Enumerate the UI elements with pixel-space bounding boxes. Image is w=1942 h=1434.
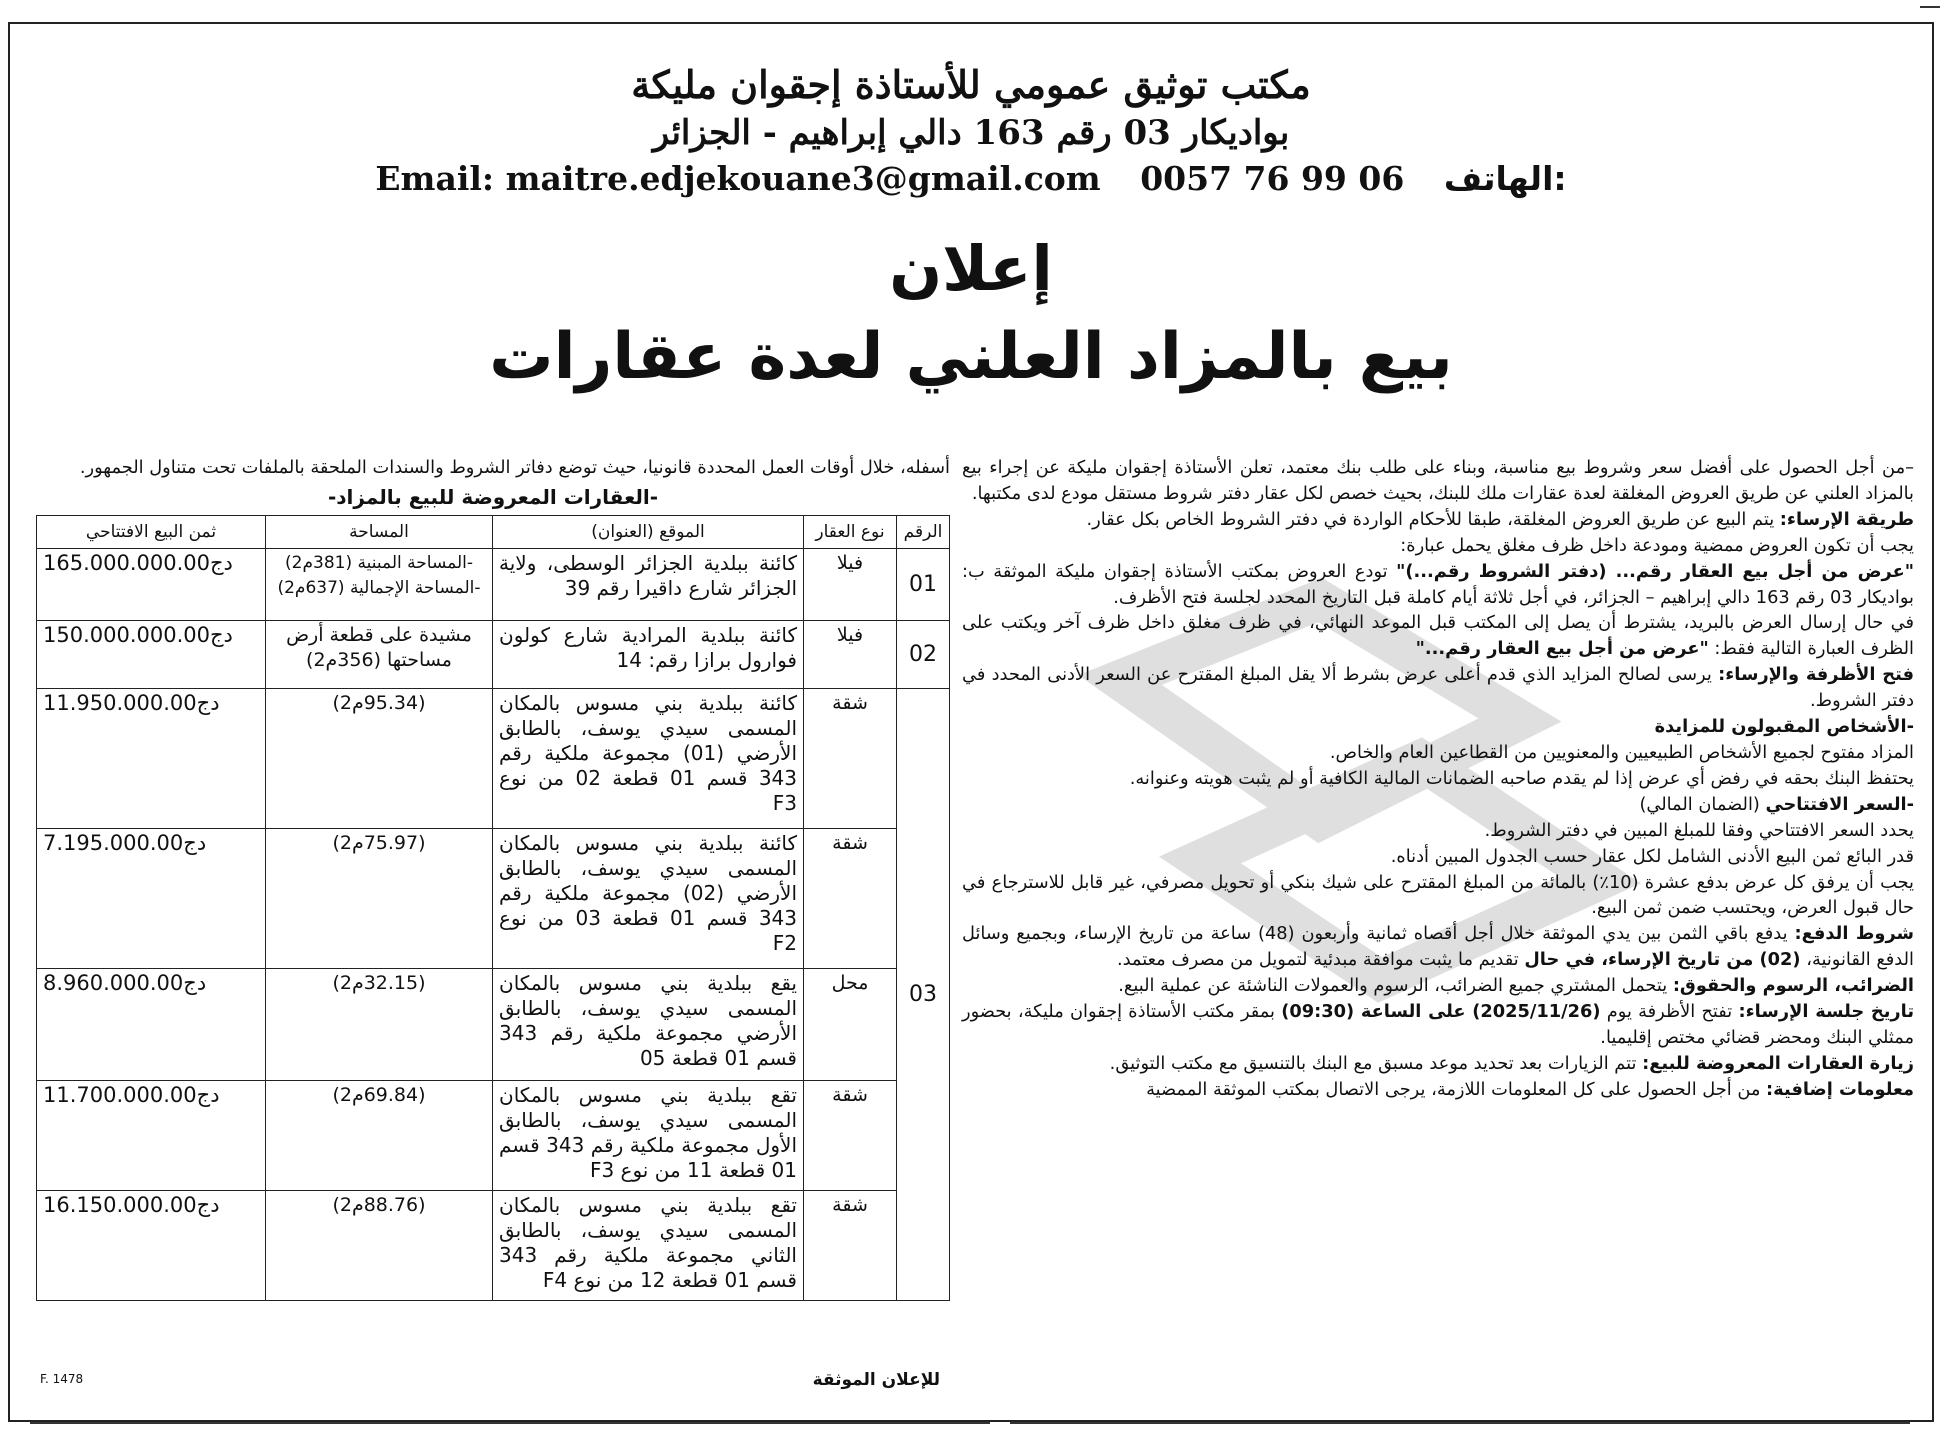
phone-number: 0057 76 99 06 [1140, 159, 1405, 198]
row-area: (32.15م2) [266, 968, 493, 1080]
phone-label: الهاتف: [1443, 159, 1567, 198]
table-row [37, 968, 950, 1080]
intro-paragraph: –من أجل الحصول على أفضل سعر وشروط بيع مناسبة، وبناء على طلب بنك معتمد، تعلن الأستاذة إجقوان مليكة عن إجراء بيع بالمزاد العلني عن طريق العروض المغلقة لعدة عقارات ملك للبنك، بحيث خصص لكل عقار دفتر شروط مستقل مودع لدى مكتبها. [962, 457, 1914, 504]
row-location: كائنة ببلدية بني مسوس بالمكان المسمى سيدي يوسف، بالطابق الأرضي (02) مجموعة ملكية رقم 343 قسم 01 قطعة 03 من نوع F2 [493, 828, 804, 968]
col-area: المساحة [266, 515, 493, 548]
email-text: Email: maitre.edjekouane3@gmail.com [375, 159, 1101, 198]
row-area: مشيدة على قطعة أرض مساحتها (356م2) [266, 620, 493, 688]
taxes-fees: الضرائب، الرسوم والحقوق: يتحمل المشتري جميع الضرائب، الرسوم والعمولات الناشئة عن عملية البيع. [1118, 975, 1914, 997]
offer-deposit: "عرض من أجل بيع العقار رقم... (دفتر الشروط رقم...)" تودع العروض بمكتب الأستاذة إجقوان مليكة الموثقة ب: بواديكار 03 رقم 163 دالي إبراهيم – الجزائر، في أجل ثلاثة أيام كاملة قبل التاريخ المحدد لجلسة فتح الأظرف. [962, 560, 1914, 608]
ad-title: إعلان [889, 232, 1053, 305]
table-row [37, 620, 950, 688]
col-num: الرقم [897, 515, 950, 548]
row-price: 11.700.000.00دج [37, 1080, 266, 1190]
additional-info: معلومات إضافية: من أجل الحصول على كل المعلومات اللازمة، يرجى الاتصال بمكتب الموثقة الممضية [1146, 1078, 1914, 1100]
left-intro: أسفله، خلال أوقات العمل المحددة قانونيا، حيث توضع دفاتر الشروط والسندات الملحقة بالملفات تحت متناول الجمهور. [79, 457, 950, 478]
office-name: مكتب توثيق عمومي للأستاذة إجقوان مليكة [631, 62, 1311, 107]
col-type: نوع العقار [804, 515, 897, 548]
table-row [37, 828, 950, 968]
col-price: ثمن البيع الافتتاحي [37, 515, 266, 548]
postal-offer: في حال إرسال العرض بالبريد، يشترط أن يصل إلى المكتب قبل الموعد النهائي، في ظرف مغلق داخل ظرف آخر ويكتب على الظرف العبارة التالية فقط: "عرض من أجل بيع العقار رقم..." [962, 612, 1914, 660]
ad-body-right [962, 455, 1914, 1103]
ad-body-left [36, 455, 950, 1301]
row-price: 11.950.000.00دج [37, 688, 266, 828]
page-edge-bottom-right [1010, 1422, 1910, 1432]
minimum-price-text: قدر البائع ثمن البيع الأدنى الشامل لكل عقار حسب الجدول المبين أدناه. [1390, 845, 1914, 867]
row-num: 01 [897, 548, 950, 620]
page-edge-mark [1920, 0, 1940, 8]
contact-line [0, 156, 1942, 202]
table-row [37, 1080, 950, 1190]
row-area: (75.97م2) [266, 828, 493, 968]
properties-table [36, 515, 950, 1301]
payment-terms: شروط الدفع: يدفع باقي الثمن بين يدي الموثقة خلال أجل أقصاه ثمانية وأربعون (48) ساعة من تاريخ الإرساء، وبجميع وسائل الدفع القانونية، (02) من تاريخ الإرساء، في حال تقديم ما يثبت موافقة مبدئية لتمويل من مصرف معتمد. [962, 923, 1914, 971]
row-area: -المساحة المبنية (381م2) -المساحة الإجمالية (637م2) [266, 548, 493, 620]
row-price: 8.960.000.00دج [37, 968, 266, 1080]
footer-signature: للإعلان الموثقة [812, 1370, 940, 1390]
row-type: فيلا [804, 548, 897, 620]
ad-reference: F. 1478 [40, 1372, 84, 1386]
row-type: شقة [804, 688, 897, 828]
offer-requirements: يجب أن تكون العروض ممضية ومودعة داخل ظرف مغلق يحمل عبارة: [1400, 534, 1914, 556]
opening-award: فتح الأظرفة والإرساء: يرسى لصالح المزايد الذي قدم أعلى عرض بشرط ألا يقل المبلغ المقترح عن السعر الأدنى المحدد في دفتر الشروط. [962, 664, 1914, 712]
row-type: شقة [804, 828, 897, 968]
row-price: 165.000.000.00دج [37, 548, 266, 620]
row-location: يقع ببلدية بني مسوس بالمكان المسمى سيدي يوسف، بالطابق الأرضي مجموعة ملكية رقم 343 قسم 01 قطعة 05 [493, 968, 804, 1080]
eligible-text: المزاد مفتوح لجميع الأشخاص الطبيعيين والمعنويين من القطاعين العام والخاص. [1329, 741, 1914, 763]
row-location: كائنة ببلدية المرادية شارع كولون فوارول برازا رقم: 14 [493, 620, 804, 688]
row-price: 150.000.000.00دج [37, 620, 266, 688]
row-location: تقع ببلدية بني مسوس بالمكان المسمى سيدي يوسف، بالطابق الثاني مجموعة ملكية رقم 343 قسم 01 قطعة 12 من نوع F4 [493, 1190, 804, 1300]
page-edge-bottom-left [30, 1422, 990, 1432]
table-title: -العقارات المعروضة للبيع بالمزاد- [327, 484, 659, 509]
eligible-heading: -الأشخاص المقبولون للمزايدة [1654, 716, 1914, 738]
opening-price-heading: -السعر الافتتاحي (الضمان المالي) [1639, 793, 1914, 815]
row-type: شقة [804, 1080, 897, 1190]
row-area: (88.76م2) [266, 1190, 493, 1300]
row-num: 02 [897, 620, 950, 688]
row-area: (69.84م2) [266, 1080, 493, 1190]
property-visits: زيارة العقارات المعروضة للبيع: تتم الزيارات بعد تحديد موعد مسبق مع البنك بالتنسيق مع مكتب التوثيق. [1109, 1052, 1914, 1074]
table-row [37, 688, 950, 828]
deposit-text: يجب أن يرفق كل عرض بدفع عشرة (10٪) بالمائة من المبلغ المقترح على شيك بنكي أو تحويل مصرفي، غير قابل للاسترجاع في حال قبول العرض، ويحتسب ضمن ثمن البيع. [962, 871, 1914, 919]
row-type: شقة [804, 1190, 897, 1300]
ad-footer [40, 1370, 940, 1390]
session-date: تاريخ جلسة الإرساء: تفتح الأظرفة يوم (2025/11/26) على الساعة (09:30) بمقر مكتب الأستاذة إجقوان مليكة، بحضور ممثلي البنك ومحضر قضائي مختص إقليميا. [962, 1001, 1914, 1048]
award-method: طريقة الإرساء: يتم البيع عن طريق العروض المغلقة، طبقا للأحكام الواردة في دفتر الشروط الخاص بكل عقار. [1086, 508, 1914, 530]
col-location: الموقع (العنوان) [493, 515, 804, 548]
row-num-group: 03 [897, 688, 950, 1300]
row-price: 7.195.000.00دج [37, 828, 266, 968]
opening-price-text: يحدد السعر الافتتاحي وفقا للمبلغ المبين في دفتر الشروط. [1484, 819, 1914, 841]
row-price: 16.150.000.00دج [37, 1190, 266, 1300]
row-area: (95.34م2) [266, 688, 493, 828]
row-type: فيلا [804, 620, 897, 688]
office-address: بواديكار 03 رقم 163 دالي إبراهيم - الجزائر [652, 113, 1290, 153]
table-row [37, 1190, 950, 1300]
table-header-row [37, 515, 950, 548]
ad-subtitle: بيع بالمزاد العلني لعدة عقارات [489, 320, 1453, 394]
office-header [0, 60, 1942, 202]
row-type: محل [804, 968, 897, 1080]
row-location: كائنة ببلدية الجزائر الوسطى، ولاية الجزائر شارع داقيرا رقم 39 [493, 548, 804, 620]
table-row [37, 548, 950, 620]
row-location: تقع ببلدية بني مسوس بالمكان المسمى سيدي يوسف، بالطابق الأول مجموعة ملكية رقم 343 قسم 01 قطعة 11 من نوع F3 [493, 1080, 804, 1190]
row-location: كائنة ببلدية بني مسوس بالمكان المسمى سيدي يوسف، بالطابق الأرضي (01) مجموعة ملكية رقم 343 قسم 01 قطعة 02 من نوع F3 [493, 688, 804, 828]
bank-reserve: يحتفظ البنك بحقه في رفض أي عرض إذا لم يقدم صاحبه الضمانات المالية الكافية أو لم يثبت هويته وعنوانه. [1129, 767, 1914, 789]
